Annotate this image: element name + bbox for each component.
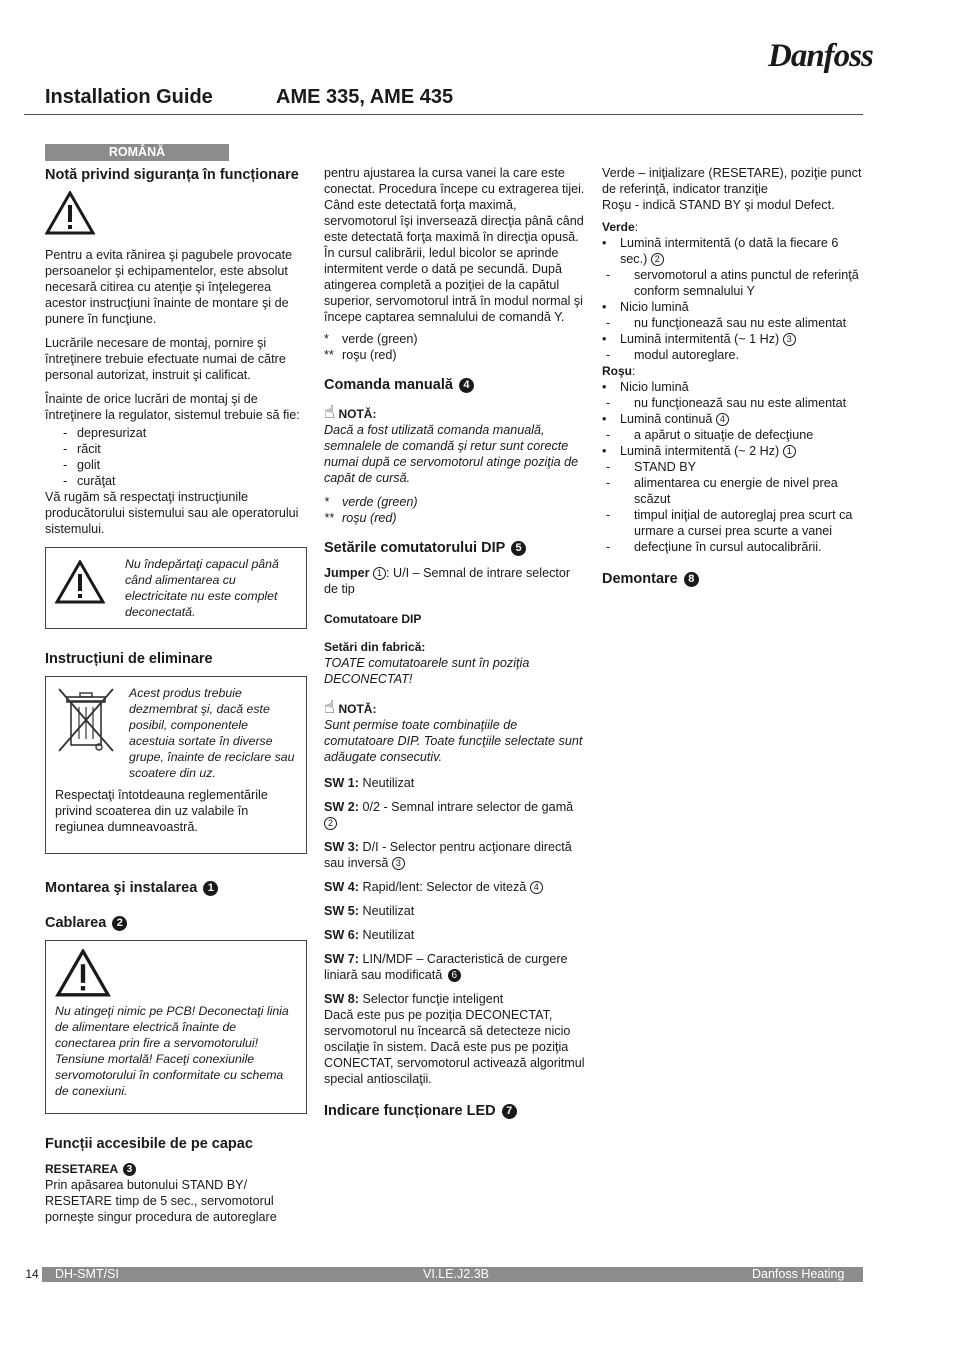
calib-p3: În cursul calibrării, ledul bicolor se aprinde intermitent verde o dată pe secundă. După atingerea completă a poziţiei de la capătul superior, servomotorul intră în modul normal şi începe captarea semnalului de comandă Y. — [324, 246, 583, 324]
cover-functions-heading: Funcții accesibile de pe capac — [45, 1136, 253, 1152]
column-3 — [602, 165, 864, 596]
green-list — [602, 235, 864, 363]
sw1-row: SW 1: Neutilizat — [324, 776, 415, 790]
step-2-badge: 2 — [112, 916, 127, 931]
header-rule — [24, 114, 863, 115]
language-bar: ROMÂNĂ — [45, 144, 229, 161]
safety-p2: Lucrările necesare de montaj, pornire şi întreţinere trebuie efectuate numai de către personal autorizat, instruit şi calificat. — [45, 336, 286, 382]
list-item: - curăţat — [63, 473, 307, 489]
list-item: • Nicio lumină - nu funcţionează sau nu este alimentat — [602, 379, 864, 411]
column-2 — [324, 165, 586, 1128]
step-5-badge: 5 — [511, 541, 526, 556]
wiring-heading: Cablarea 2 — [45, 915, 307, 932]
step-7-badge: 7 — [502, 1104, 517, 1119]
list-item: • Lumină continuă 4 - a apărut o situaţie de defecţiune — [602, 411, 864, 443]
manual-note: Dacă a fost utilizată comanda manuală, semnalele de comandă şi retur sunt corecte numai după ce servomotorul atinge poziţia de capăt de cursă. — [324, 423, 579, 485]
safety-p3: Înainte de orice lucrări de montaj şi de întreţinere la regulator, sistemul trebuie să fie: — [45, 392, 300, 422]
step-4-badge: 4 — [459, 378, 474, 393]
wiring-warning-text: Nu atingeţi nimic pe PCB! Deconectaţi linia de alimentare electrică înainte de conectarea prin fire a servomotorului! Tensiune mortală! Faceţi conexiunile servomotorului în conformitate cu schema de conexiuni. — [55, 1004, 289, 1098]
footnote: * verde (green) — [324, 332, 418, 346]
step-8-badge: 8 — [684, 572, 699, 587]
disposal-text: Respectaţi întotdeauna reglementările privind scoaterea din uz valabile în regiunea dumneavoastră. — [55, 788, 268, 834]
factory-text: TOATE comutatoarele sunt în poziţia DECONECTAT! — [324, 656, 530, 686]
brand-logo: Danfoss — [768, 38, 873, 74]
sw8-text: Dacă este pus pe poziţia DECONECTAT, servomotorul nu încearcă să detecteze nicio oscilaţie în sistem. Dacă este pus pe poziţia CONECTAT, servomotorul activează algoritmul special antioscilaţii. — [324, 1008, 585, 1086]
manual-heading: Comanda manuală 4 — [324, 377, 586, 394]
safety-p4: Vă rugăm să respectaţi instrucţiunile producătorului sistemului sau ale operatorului sistemului. — [45, 490, 299, 536]
cover-warning-text: Nu îndepărtaţi capacul până când alimentarea cu electricitate nu este complet deconectată. — [125, 557, 279, 619]
reset-label: RESETAREA 3 — [45, 1161, 307, 1177]
led-red-desc: Roşu - indică STAND BY şi modul Defect. — [602, 198, 835, 212]
red-label: Roşu: — [602, 364, 636, 378]
footer-right: Danfoss Heating — [752, 1267, 845, 1281]
disposal-box — [45, 676, 307, 854]
dismount-heading: Demontare 8 — [602, 571, 864, 588]
sw2-row: SW 2: 0/2 - Semnal intrare selector de gamă 2 — [324, 800, 574, 828]
step-3-badge: 3 — [123, 1163, 136, 1176]
list-item: • Lumină intermitentă (~ 1 Hz) 3 - modul autoreglare. — [602, 331, 864, 363]
hand-note-icon: ☝ — [324, 402, 335, 422]
mounting-heading: Montarea şi instalarea 1 — [45, 880, 307, 897]
ref-1: 1 — [373, 567, 386, 580]
green-label: Verde: — [602, 220, 639, 234]
state-list — [63, 425, 307, 489]
list-item: • Lumină intermitentă (~ 2 Hz) 1 - STAND BY - alimentarea cu energie de nivel prea scăzut - timpul iniţial de autoreglaj prea scurt ca urmare a cursei prea scurte a vanei - defecţiune în cursul autocalibrării. — [602, 443, 864, 555]
sw3-row: SW 3: D/I - Selector pentru acţionare directă sau inversă 3 — [324, 840, 572, 870]
dip-note: Sunt permise toate combinaţiile de comutatoare DIP. Toate funcţiile selectate sunt adăugate consecutiv. — [324, 718, 583, 764]
list-item: - depresurizat — [63, 425, 307, 441]
doc-title: Installation Guide — [45, 86, 213, 108]
sw5-row: SW 5: Neutilizat — [324, 904, 415, 918]
footnote: ** roşu (red) — [324, 511, 397, 525]
list-item: • Lumină intermitentă (o dată la fiecare 6 sec.) 2 - servomotorul a atins punctul de referinţă conform semnalului Y — [602, 235, 864, 299]
note-block: ☝ NOTĂ: — [324, 402, 377, 422]
led-heading: Indicare funcționare LED 7 — [324, 1103, 586, 1120]
warning-icon — [55, 949, 111, 997]
step-1-badge: 1 — [203, 881, 218, 896]
led-green-desc: Verde – iniţializare (RESETARE), poziţie punct de referinţă, indicator tranziţie — [602, 166, 862, 196]
safety-heading: Notă privind siguranța în funcționare — [45, 167, 299, 183]
disposal-italic: Acest produs trebuie dezmembrat şi, dacă este posibil, componentele acestuia sortate în diverse grupe, înainte de reciclare sau scoatere din uz. — [129, 686, 295, 780]
page-number: 14 — [24, 1267, 42, 1282]
red-list — [602, 379, 864, 555]
warning-icon — [55, 560, 105, 604]
cover-warning-box — [45, 547, 307, 629]
footnote: ** roşu (red) — [324, 348, 397, 362]
calib-p1: pentru ajustarea la cursa vanei la care este conectat. Procedura începe cu extragerea tijei. — [324, 166, 585, 196]
sw4-row: SW 4: Rapid/lent: Selector de viteză 4 — [324, 879, 586, 895]
dip-heading: Setările comutatorului DIP 5 — [324, 540, 586, 557]
reset-text: Prin apăsarea butonului STAND BY/ RESETARE timp de 5 sec., servomotorul porneşte singur procedura de autoreglare — [45, 1178, 277, 1224]
list-item: • Nicio lumină - nu funcţionează sau nu este alimentat — [602, 299, 864, 331]
doc-model: AME 335, AME 435 — [276, 86, 454, 108]
safety-p1: Pentru a evita rănirea şi pagubele provocate persoanelor şi echipamentelor, este absolut necesară citirea cu atenţie şi înţelegerea acestor instrucţiuni înainte de montare şi de punere în funcţiune. — [45, 248, 293, 326]
hand-note-icon: ☝ — [324, 697, 335, 717]
sw7-row: SW 7: LIN/MDF – Caracteristică de curgere liniară sau modificată 6 — [324, 952, 568, 982]
footer-left: DH-SMT/SI — [55, 1267, 119, 1281]
sw6-row: SW 6: Neutilizat — [324, 928, 415, 942]
list-item: - golit — [63, 457, 307, 473]
crossed-bin-icon — [55, 685, 117, 755]
disposal-heading: Instrucțiuni de eliminare — [45, 651, 213, 667]
list-item: - răcit — [63, 441, 307, 457]
footnote: * verde (green) — [324, 495, 418, 509]
dip-subheading: Comutatoare DIP — [324, 612, 422, 626]
jumper-text: Jumper 1 : U/I – Semnal de intrare selector de tip — [324, 566, 571, 596]
note-block: ☝ NOTĂ: — [324, 697, 377, 717]
factory-label: Setări din fabrică: — [324, 640, 426, 654]
wiring-warning-box — [45, 940, 307, 1114]
sw8-row: SW 8: Selector funcţie inteligent — [324, 992, 504, 1006]
calib-p2: Când este detectată forţa maximă, servomotorul îşi inversează direcţia până când este detectată forţa maximă în direcţia opusă. — [324, 198, 584, 244]
warning-icon — [45, 191, 95, 235]
footer-center: VI.LE.J2.3B — [423, 1267, 490, 1281]
column-1 — [45, 144, 307, 1225]
